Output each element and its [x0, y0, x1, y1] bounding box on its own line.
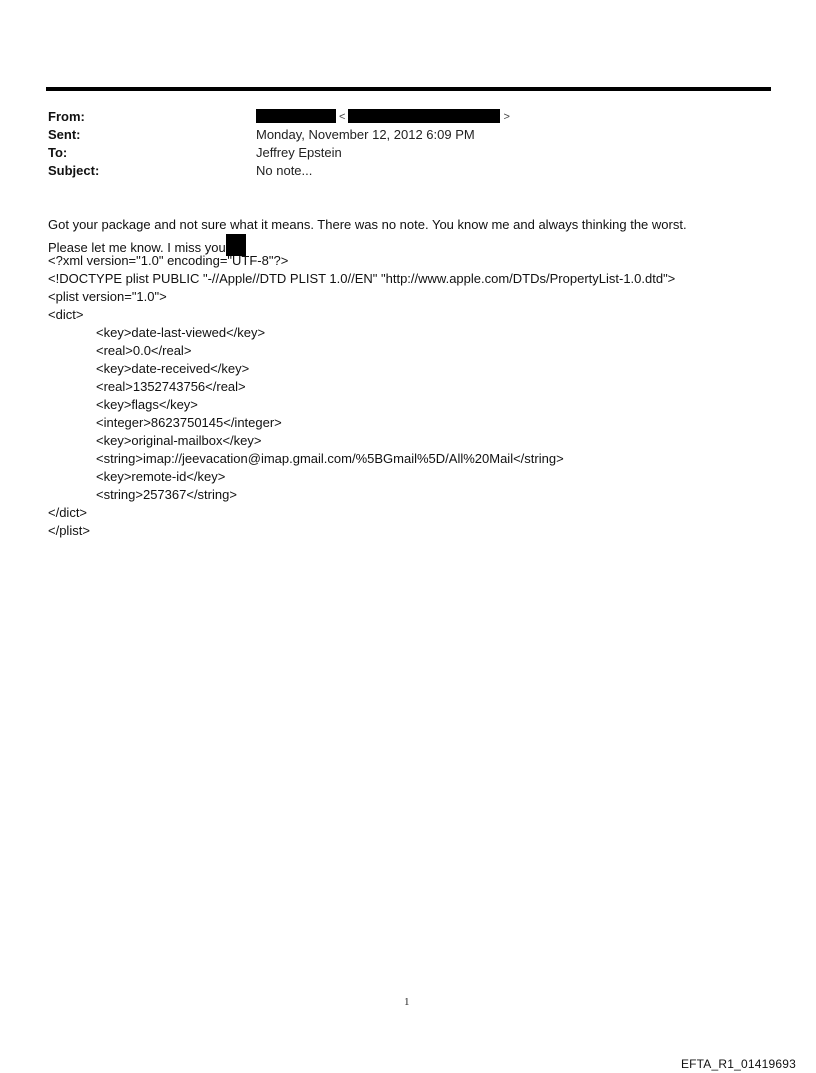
to-row [48, 144, 748, 162]
xml-line: <real>1352743756</real> [96, 379, 246, 394]
xml-line: <key>remote-id</key> [96, 469, 226, 484]
body-line: Got your package and not sure what it means. There was no note. You know me and always thinking the worst. [48, 217, 687, 232]
to-value: Jeffrey Epstein [256, 145, 342, 160]
redacted-sender-name [256, 109, 336, 123]
xml-line: <real>0.0</real> [96, 343, 192, 358]
xml-line: <key>flags</key> [96, 397, 198, 412]
open-angle-bracket: < [339, 111, 346, 123]
email-header [48, 108, 748, 180]
xml-line: <key>original-mailbox</key> [96, 433, 262, 448]
from-row [48, 108, 748, 126]
from-label: From: [48, 109, 85, 124]
close-angle-bracket: > [503, 111, 510, 123]
xml-line: <integer>8623750145</integer> [96, 415, 282, 430]
page-number: 1 [404, 996, 410, 1008]
subject-label: Subject: [48, 163, 100, 178]
subject-value: No note... [256, 163, 313, 178]
xml-line: <key>date-received</key> [96, 361, 250, 376]
subject-row [48, 162, 748, 180]
xml-line: <key>date-last-viewed</key> [96, 325, 266, 340]
to-label: To: [48, 145, 68, 160]
xml-line: <dict> [48, 307, 84, 322]
xml-line: <string>257367</string> [96, 487, 237, 502]
from-value [256, 108, 513, 126]
header-divider [46, 87, 771, 91]
xml-line: <plist version="1.0"> [48, 289, 167, 304]
xml-line: <?xml version="1.0" encoding="UTF-8"?> [48, 253, 289, 268]
email-body [48, 216, 768, 540]
redacted-sender-email [348, 109, 500, 123]
document-id: EFTA_R1_01419693 [680, 1057, 796, 1071]
xml-line: <!DOCTYPE plist PUBLIC "-//Apple//DTD PLIST 1.0//EN" "http://www.apple.com/DTDs/PropertyList-1.0.dtd"> [48, 271, 676, 286]
sent-row [48, 126, 748, 144]
sent-value: Monday, November 12, 2012 6:09 PM [256, 127, 475, 142]
sent-label: Sent: [48, 127, 81, 142]
body-line [48, 234, 768, 255]
xml-line: <string>imap://jeevacation@imap.gmail.com/%5BGmail%5D/All%20Mail</string> [96, 451, 564, 466]
xml-line: </dict> [48, 505, 88, 520]
body-line-text: Please let me know. I miss you [48, 240, 226, 255]
xml-line: </plist> [48, 523, 90, 538]
